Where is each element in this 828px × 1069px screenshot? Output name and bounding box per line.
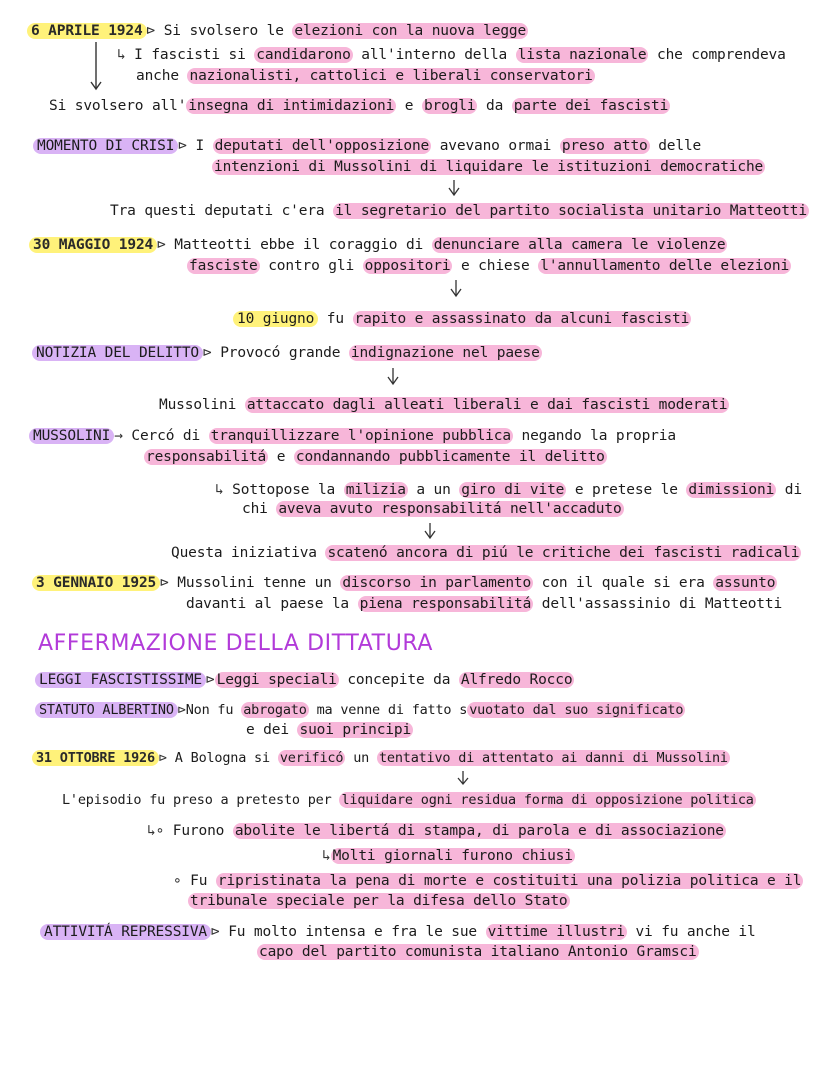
- arrow-down-icon: [386, 368, 400, 388]
- topic-tag: STATUTO ALBERTINO: [35, 702, 178, 718]
- line-tra-questi: Tra questi deputati c'era il segretario del partito socialista unitario Matteotti: [110, 203, 807, 219]
- line-attaccato: Mussolini attaccato dagli alleati liberali e dai fascisti moderati: [159, 397, 728, 413]
- arrow-right-icon: ⊳: [157, 237, 175, 253]
- topic-tag: MOMENTO DI CRISI: [33, 138, 178, 154]
- hook-arrow-icon: ↳: [117, 47, 135, 63]
- arrow-right-icon: ⊳: [160, 575, 178, 591]
- line-suoi-principi: e dei suoi principi: [246, 722, 412, 738]
- section-title: AFFERMAZIONE DELLA DITTATURA: [38, 631, 434, 656]
- date-tag: 30 MAGGIO 1924: [29, 237, 157, 253]
- bullet-icon: ∘: [173, 873, 191, 889]
- line-statuto: STATUTO ALBERTINO ⊳Non fu abrogato ma venne di fatto s vuotato dal suo significato: [35, 700, 685, 720]
- arrow-right-icon: ⊳: [203, 345, 221, 361]
- line-10-giugno: 10 giugno fu rapito e assassinato da alcuni fascisti: [233, 309, 691, 329]
- line-intenzioni: intenzioni di Mussolini di liquidare le istituzioni democratiche: [214, 159, 764, 175]
- arrow-right-icon: →: [114, 428, 132, 444]
- date-tag: 3 GENNAIO 1925: [32, 575, 160, 591]
- line-attivita-repressiva: ATTIVITÁ REPRESSIVA ⊳ Fu molto intensa e fra le sue vittime illustri vi fu anche il: [40, 922, 756, 942]
- arrow-down-icon: [447, 180, 461, 198]
- topic-tag: NOTIZIA DEL DELITTO: [32, 345, 203, 361]
- topic-tag: ATTIVITÁ REPRESSIVA: [40, 924, 211, 940]
- line-pena-di-morte: ∘ Fu ripristinata la pena di morte e costituiti una polizia politica e il: [173, 873, 802, 889]
- line-momento-crisi: MOMENTO DI CRISI ⊳ I deputati dell'opposizione avevano ormai preso atto delle: [33, 136, 701, 156]
- line-sottopose: ↳ Sottopose la milizia a un giro di vite e pretese le dimissioni di: [215, 482, 802, 498]
- line-fasciste: fasciste contro gli oppositori e chiese l'annullamento delle elezioni: [189, 258, 790, 274]
- arrow-right-icon: ⊳: [177, 702, 186, 718]
- line-31-ottobre: 31 OTTOBRE 1926 ⊳ A Bologna si verificó un tentativo di attentato ai danni di Mussolini: [32, 748, 730, 768]
- topic-tag: MUSSOLINI: [29, 428, 114, 444]
- line-intimidazioni: Si svolsero all' insegna di intimidazioni e brogli da parte dei fascisti: [49, 98, 669, 114]
- line-leggi: LEGGI FASCISTISSIME ⊳ Leggi speciali concepite da Alfredo Rocco: [35, 670, 574, 690]
- arrow-down-icon: [423, 523, 437, 541]
- arrow-down-icon: [90, 42, 102, 94]
- date-tag: 31 OTTOBRE 1926: [32, 750, 159, 766]
- line-3-gennaio: 3 GENNAIO 1925 ⊳ Mussolini tenne un discorso in parlamento con il quale si era assunto: [32, 573, 777, 593]
- line-30-maggio: 30 MAGGIO 1924 ⊳ Matteotti ebbe il coraggio di denunciare alla camera le violenze: [29, 235, 727, 255]
- arrow-right-icon: ⊳: [206, 672, 215, 688]
- arrow-right-icon: ⊳: [158, 750, 175, 766]
- hook-arrow-icon: ↳: [322, 848, 331, 864]
- topic-tag: LEGGI FASCISTISSIME: [35, 672, 206, 688]
- date-tag: 6 APRILE 1924: [27, 23, 147, 39]
- arrow-right-icon: ⊳: [146, 23, 164, 39]
- line-gramsci: capo del partito comunista italiano Antonio Gramsci: [259, 944, 697, 960]
- line-candidarono: ↳ I fascisti si candidarono all'interno della lista nazionale che comprendeva: [117, 47, 786, 63]
- arrow-down-icon: [449, 280, 463, 300]
- line-nazionalisti: anche nazionalisti, cattolici e liberali conservatori: [136, 68, 593, 84]
- line-notizia: NOTIZIA DEL DELITTO ⊳ Provocó grande indignazione nel paese: [32, 343, 542, 363]
- arrow-down-icon: [456, 771, 470, 787]
- arrow-right-icon: ⊳: [178, 138, 196, 154]
- line-davanti-al-paese: davanti al paese la piena responsabilitá dell'assassinio di Matteotti: [186, 596, 783, 612]
- hook-arrow-icon: ↳: [215, 482, 233, 498]
- line-giornali: ↳ Molti giornali furono chiusi: [322, 848, 573, 864]
- line-chi-aveva: chi aveva avuto responsabilitá nell'accaduto: [242, 501, 622, 517]
- line-tribunale: tribunale speciale per la difesa dello Stato: [190, 893, 568, 909]
- line-responsabilita: responsabilitá e condannando pubblicamente il delitto: [146, 449, 605, 465]
- hook-arrow-icon: ↳: [147, 823, 156, 839]
- line-episodio: L'episodio fu preso a pretesto per liquidare ogni residua forma di opposizione politica: [62, 792, 754, 808]
- line-elezioni: 6 APRILE 1924 ⊳ Si svolsero le elezioni con la nuova legge: [27, 21, 528, 41]
- arrow-right-icon: ⊳: [211, 924, 229, 940]
- line-mussolini: MUSSOLINI → Cercó di tranquillizzare l'opinione pubblica negando la propria: [29, 426, 676, 446]
- bullet-icon: ∘: [155, 823, 173, 839]
- line-questa-iniziativa: Questa iniziativa scatenó ancora di piú le critiche dei fascisti radicali: [171, 545, 800, 561]
- line-abolite: ↳∘ Furono abolite le libertá di stampa, di parola e di associazione: [147, 823, 724, 839]
